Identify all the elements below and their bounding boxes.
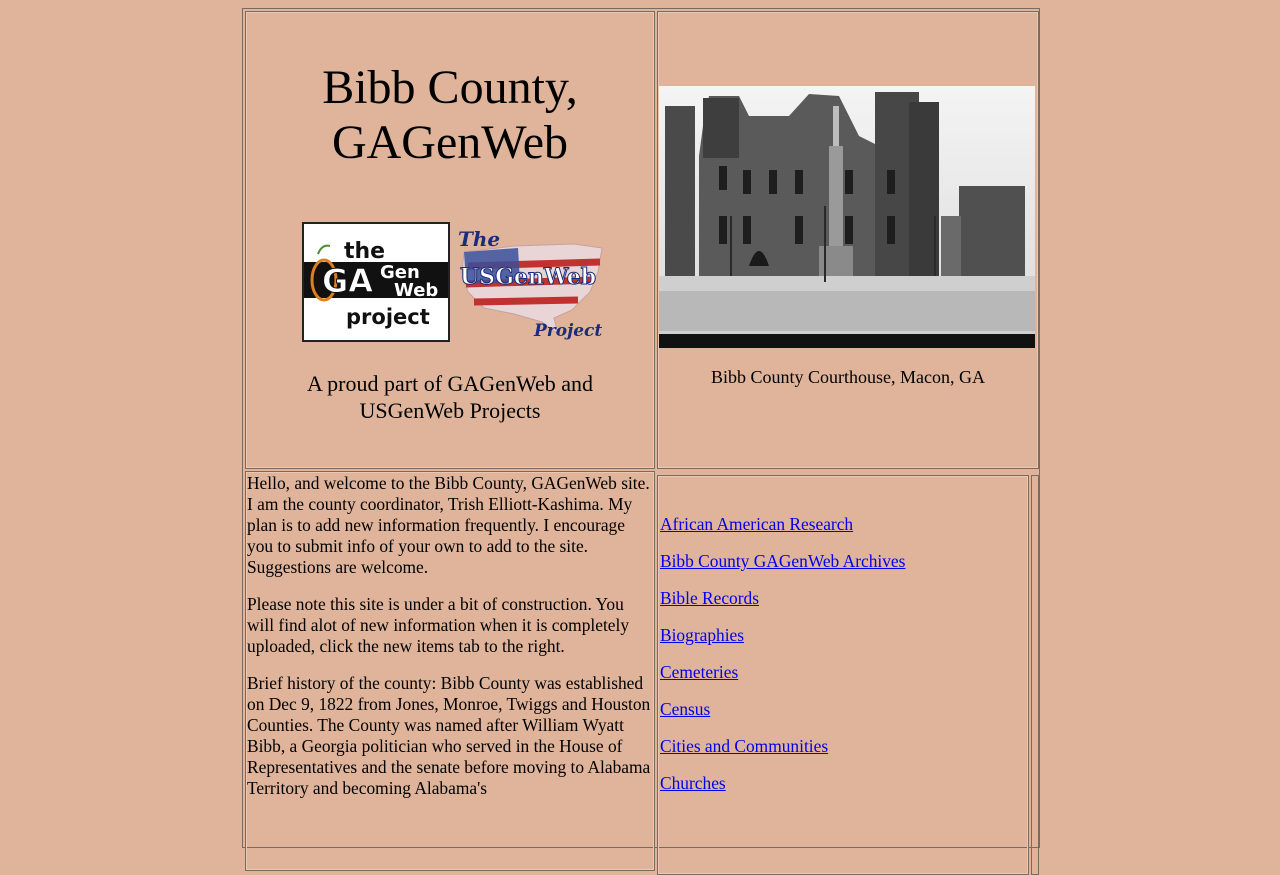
gagenweb-logo-gen: Gen (380, 262, 420, 283)
tagline (246, 370, 654, 424)
link-churches[interactable]: Churches (660, 773, 726, 793)
links-cell (657, 471, 1039, 871)
courthouse-photo-image (659, 86, 1035, 348)
gagenweb-logo-web: Web (394, 280, 439, 301)
link-biographies[interactable]: Biographies (660, 625, 745, 645)
usgenweb-logo-the: The (458, 227, 501, 251)
usgenweb-logo-name: USGenWeb (460, 264, 597, 290)
gagenweb-logo-ga: GA (322, 262, 374, 300)
intro-paragraph: Brief history of the county: Bibb County was established on Dec 9, 1822 from Jones, Monroe, Twiggs and Houston Counties. The County was named after William Wyatt Bibb, a Georgia politician who served in the House of Representatives and the senate before moving to Alabama Territory and becoming Alabama's (247, 673, 651, 798)
gagenweb-logo-project: project (346, 305, 430, 329)
list-item (660, 699, 905, 736)
logo-row (302, 222, 612, 346)
list-item (660, 551, 905, 588)
link-cemeteries[interactable]: Cemeteries (660, 662, 739, 682)
main-layout-table (242, 8, 1040, 848)
links-panel (657, 475, 1029, 875)
gagenweb-logo[interactable] (302, 222, 450, 342)
nav-link-list (660, 514, 905, 810)
photo-caption: Bibb County Courthouse, Macon, GA (711, 367, 985, 387)
list-item (660, 773, 905, 810)
page-title-line2: GAGenWeb (331, 116, 569, 169)
list-item (660, 514, 905, 551)
gagenweb-logo-the: the (344, 239, 386, 264)
usgenweb-logo[interactable] (454, 222, 610, 344)
intro-text-cell (245, 471, 655, 871)
list-item (660, 662, 905, 699)
page-title (246, 60, 654, 170)
usgenweb-logo-graphic (454, 222, 610, 344)
tagline-line1: A proud part of GAGenWeb and (307, 371, 593, 396)
gagenweb-logo-graphic (304, 224, 448, 340)
link-bibb-county-archives[interactable]: Bibb County GAGenWeb Archives (660, 551, 906, 571)
link-census[interactable]: Census (660, 699, 711, 719)
intro-text (247, 473, 653, 815)
link-bible-records[interactable]: Bible Records (660, 588, 760, 608)
intro-paragraph: Hello, and welcome to the Bibb County, GAGenWeb site. I am the county coordinator, Trish Elliott-Kashima. My plan is to add new information frequently. I encourage you to submit info of your own to add to the site. Suggestions are welcome. (247, 473, 650, 577)
links-side-rail (1031, 475, 1039, 875)
tagline-line2: USGenWeb Projects (359, 398, 541, 423)
usgenweb-logo-project: Project (534, 321, 603, 341)
photo-cell (657, 11, 1039, 469)
intro-paragraph: Please note this site is under a bit of construction. You will find alot of new information when it is completely uploaded, click the new items tab to the right. (247, 594, 630, 656)
list-item (660, 736, 905, 773)
courthouse-photo (659, 86, 1035, 348)
list-item (660, 625, 905, 662)
link-cities-and-communities[interactable]: Cities and Communities (660, 736, 829, 756)
list-item (660, 588, 905, 625)
link-african-american-research[interactable]: African American Research (660, 514, 854, 534)
title-cell (245, 11, 655, 469)
page-title-line1: Bibb County, (322, 61, 578, 114)
